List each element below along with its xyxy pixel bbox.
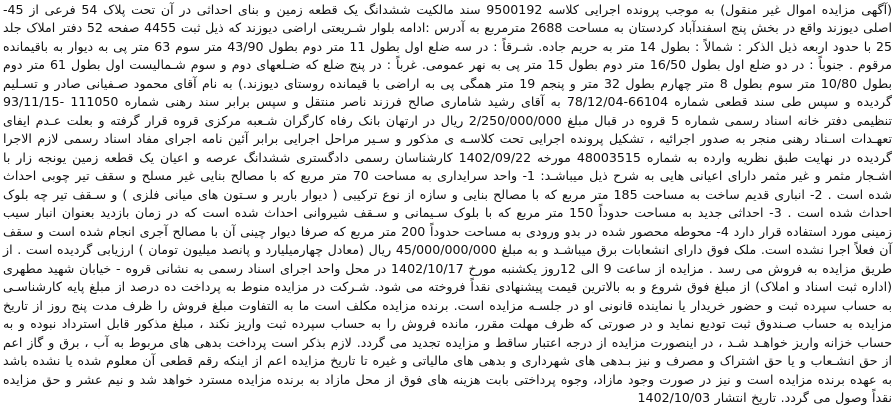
auction-notice-text: (آگهی مزایده اموال غیر منقول) به موجب پرونده اجرایی کلاسه 9500192 سند مالکیت ششدانگ یک قطعه زمین و بنای احداثی در آن تحت پلاک 54 فرعی از 45- اصلی دیوزند واقع در بخش پنج اسفندآباد کردستان به مساحت 2688 مترمربع به آدرس :ادامه بلوار شـریعتی اراضی دیوزند که ذیل ثبت 4455 صفحه 52 دفتر املاک جلد 25 با حدود اربعه ذیل الذکر : شمالاً : بطول 14 متر به حریم جاده. شـرقاً : در سه ضلع اول بطول 11 متر دوم بطول 43/90 متر سوم 63 متر پی به دیوار به باقیمانده مرقوم . جنوباً : در دو ضلع اول بطول 16/50 متر دوم بطول 15 متر پی به نهر عمومی. غرباً : در پنج ضلع که ضـلعهای دوم و سوم شـمالیست اول بطول 61 متر دوم بطول 10/80 متر سوم بطول 8 متر چهارم بطول 32 متر و پنجم 19 متر همگی پی به اراضی با قیمانده روستای دیوزند.) به نام آقای محمود صـفیانی صادر و تسـلیم گردیده و سپس طی سند قطعی شماره 66104-78/12/04 به آقای رشید شاماری صالح فرزند ناصر منتقل و سپس برابر سند رهنی شماره 111050 -93/11/15 تنظیمی دفتر خانه اسناد رسمی شماره 5 قروه در قبال مبلغ 2/250/000/000 ریال در ارتهان بانک رفاه کارگران شـعبه مرکزی قروه قرار گرفته و بعلت عـدم ایفای تعهـدات اسـناد رهنی منجر به صدور اجرائیه ، تشکیل پرونده اجرایی تحت کلاسـه ی مذکور و سـیر مراحل اجرایی برابر آئین نامه اجرای مفاد اسناد رسمی لازم الاجرا گردیده در نهایت طبق نظریه وارده به شماره 48003515 مورخه 1402/09/22 کارشناسان رسمی دادگستری ششدانگ عرصه و اعیان یک قطعه زمین یونجه زار با اشـجار مثمر و غیر مثمر دارای اعیانی هایی به شرح ذیل میباشـد: 1- واحد سرایداری به مساحت 70 متر مربع که با مصالح بنایی غیر مسلح و سقف تیر چوبی احداث شده است . 2- انباری قدیم ساخت به مساحت 185 متر مربع که با مصالح بنایی و سازه از نوع ترکیبی ( دیوار باربر و سـتون های میانی فلزی ) و سـقف تیر چه بلوک احداث شده است . 3- احداثی جدید به مساحت حدوداً 150 متر مربع که با بلوک سـیمانی و سـقف شیروانی احداث شده است که در زمان بازدید بعنوان انبار سیب زمینی مورد استفاده قرار دارد 4- محوطه محصور شده در بدو ورودی به مساحت حدوداً 200 متر مربع که صرفا دیوار چینی آن با مصالح آجری انجام شده است و سقف آن فعلاً اجرا نشده است. ملک فوق دارای انشعابات برق میباشـد و به مبلغ 45/000/000/000 ریال (معادل چهارمیلیارد و پانصد میلیون تومان ) ارزیابی گردیده است . از طریق مزایده به فروش می رسد . مزایده از ساعت 9 الی 12روز یکشنبه مورخ 1402/10/17 در محل واحد اجرای اسناد رسمی به نشانی قروه - خیابان شهید مطهری (اداره ثبت اسناد و املاک) از مبلغ فوق شروع و به بالاترین قیمت پیشنهادی نقداً فروخته می شود. شـرکت در مزایده منوط به پرداخت ده درصد از مبلغ پایه کارشناسـی به حساب سپرده ثبت و حضور خریدار یا نماینده قانونی او در جلسـه مزایده است. برنده مزایده مکلف است ما به التفاوت مبلغ فروش را ظرف مدت پنج روز از تاریخ مزایده به حساب صـندوق ثبت تودیع نماید و در صورتی که ظرف مهلت مقرر، مانده فروش را به حساب سپرده ثبت واریز نکند ، مبلغ مذکور قابل استرداد نبوده و به حساب خزانه واریز خواهـد شـد ، در اینصورت مزایده از درجه اعتبار ساقط و مزایده تجدید می گردد. لازم بذکر است پرداخت بدهی های مربوط به آب ، برق و گاز اعم از حق انشـعاب و یا حق اشتراک و مصرف و نیز بـدهی های شهرداری و بدهی های مالیاتی و غیره تا تاریخ مزایده اعم از اینکه رقم قطعی آن معلوم شده یا نشده باشد به عهده برنده مزایده است و نیز در صورت وجود مازاد، وجوه پرداختی بابت هزینه های فوق از محل مازاد به برنده مزایده مسترد خواهد شد و نیم عشر و حق مزایده نقداً وصول می گردد. تاریخ انتشار 1402/10/03: [3, 2, 893, 406]
